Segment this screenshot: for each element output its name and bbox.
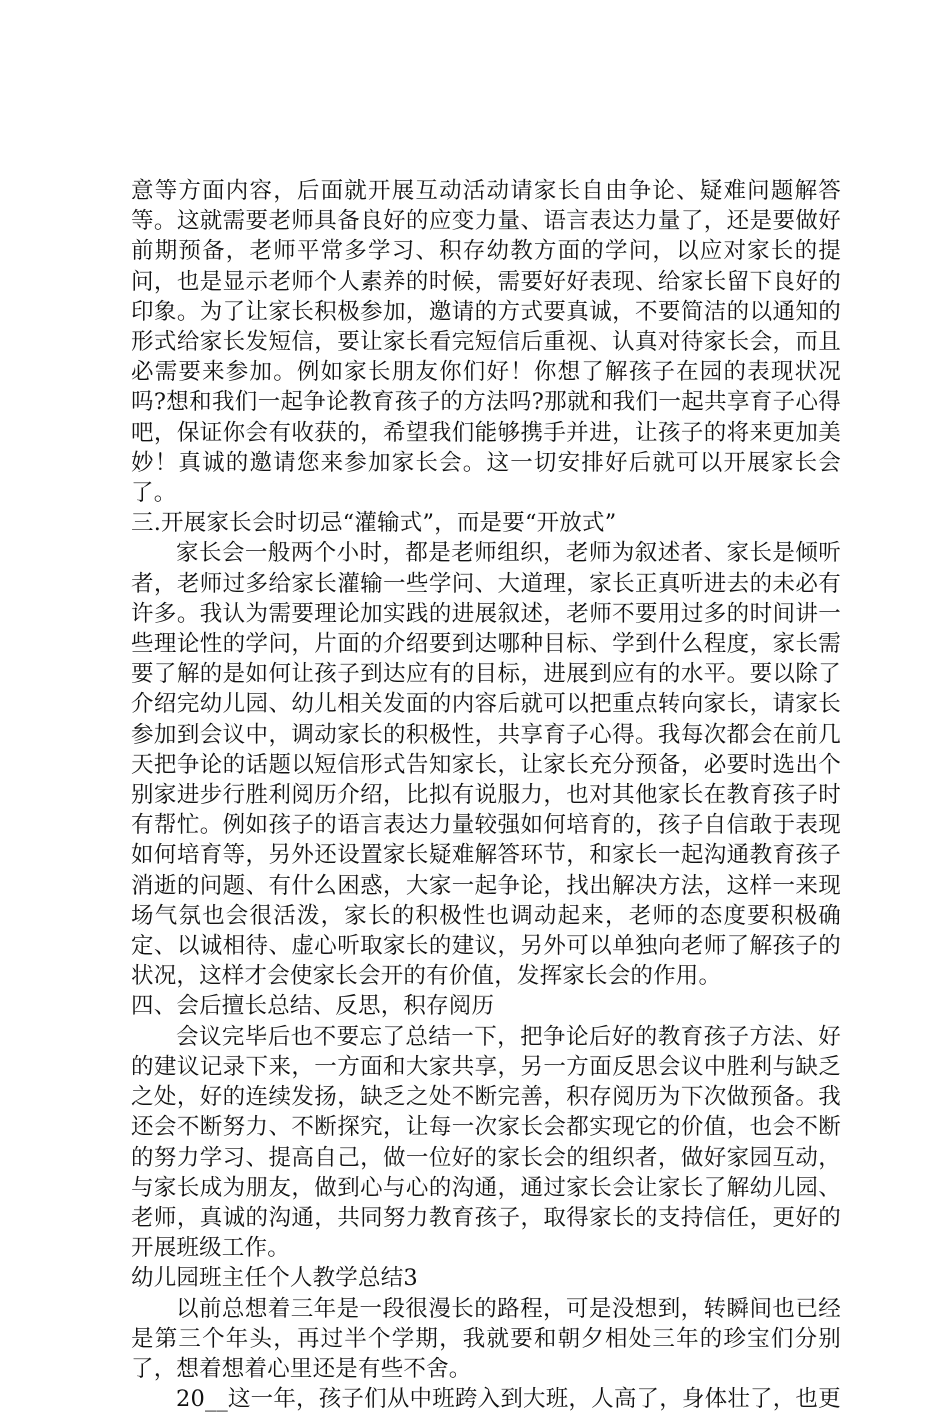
section-heading-3: 三.开展家长会时切忌“灌输式”，而是要“开放式” [131, 510, 617, 537]
article-title: 幼儿园班主任个人教学总结3 [131, 1265, 418, 1292]
paragraph: 20__这一年，孩子们从中班跨入到大班，人高了，身体壮了，也更 [176, 1386, 841, 1413]
paragraph-continuation: 意等方面内容，后面就开展互动活动请家长自由争论、疑难问题解答等。这就需要老师具备良好的应变力量、语言表达力量了，还是要做好前期预备，老师平常多学习、积存幼教方面的学问，以应对家长的提问，也是显示老师个人素养的时候，需要好好表现、给家长留下良好的印象。为了让家长积极参加，邀请的方式要真诚，不要简洁的以通知的形式给家长发短信，要让家长看完短信后重视、认真对待家长会，而且必需要来参加。例如家长朋友你们好！你想了解孩子在园的表现状况吗?想和我们一起争论教育孩子的方法吗?那就和我们一起共享育子心得吧，保证你会有收获的，希望我们能够携手并进，让孩子的将来更加美妙！真诚的邀请您来参加家长会。这一切安排好后就可以开展家长会了。 [131, 178, 841, 507]
paragraph: 家长会一般两个小时，都是老师组织，老师为叙述者、家长是倾听者，老师过多给家长灌输一些学问、大道理，家长正真听进去的未必有许多。我认为需要理论加实践的进展叙述，老师不要用过多的时间讲一些理论性的学问，片面的介绍要到达哪种目标、学到什么程度，家长需要了解的是如何让孩子到达应有的目标，进展到应有的水平。要以除了介绍完幼儿园、幼儿相关发面的内容后就可以把重点转向家长，请家长参加到会议中，调动家长的积极性，共享育子心得。我每次都会在前几天把争论的话题以短信形式告知家长，让家长充分预备，必要时选出个别家进步行胜利阅历介绍，比拟有说服力，也对其他家长在教育孩子时有帮忙。例如孩子的语言表达力量较强如何培育的，孩子自信敢于表现如何培育等，另外还设置家长疑难解答环节，和家长一起沟通教育孩子消逝的问题、有什么困惑，大家一起争论，找出解决方法，这样一来现场气氛也会很活泼，家长的积极性也调动起来，老师的态度要积极确定、以诚相待、虚心听取家长的建议，另外可以单独向老师了解孩子的状况，这样才会使家长会开的有价值，发挥家长会的作用。 [131, 540, 841, 990]
paragraph: 以前总想着三年是一段很漫长的路程，可是没想到，转瞬间也已经是第三个年头，再过半个学期，我就要和朝夕相处三年的珍宝们分别了，想着想着心里还是有些不舍。 [131, 1295, 841, 1382]
section-heading-4: 四、会后擅长总结、反思，积存阅历 [131, 993, 495, 1020]
document-body [131, 176, 841, 1414]
paragraph: 会议完毕后也不要忘了总结一下，把争论后好的教育孩子方法、好的建议记录下来，一方面和大家共享，另一方面反思会议中胜利与缺乏之处，好的连续发扬，缺乏之处不断完善，积存阅历为下次做预备。我还会不断努力、不断探究，让每一次家长会都实现它的价值，也会不断的努力学习、提高自己，做一位好的家长会的组织者，做好家园互动，与家长成为朋友，做到心与心的沟通，通过家长会让家长了解幼儿园、老师，真诚的沟通，共同努力教育孩子，取得家长的支持信任，更好的开展班级工作。 [131, 1023, 841, 1262]
